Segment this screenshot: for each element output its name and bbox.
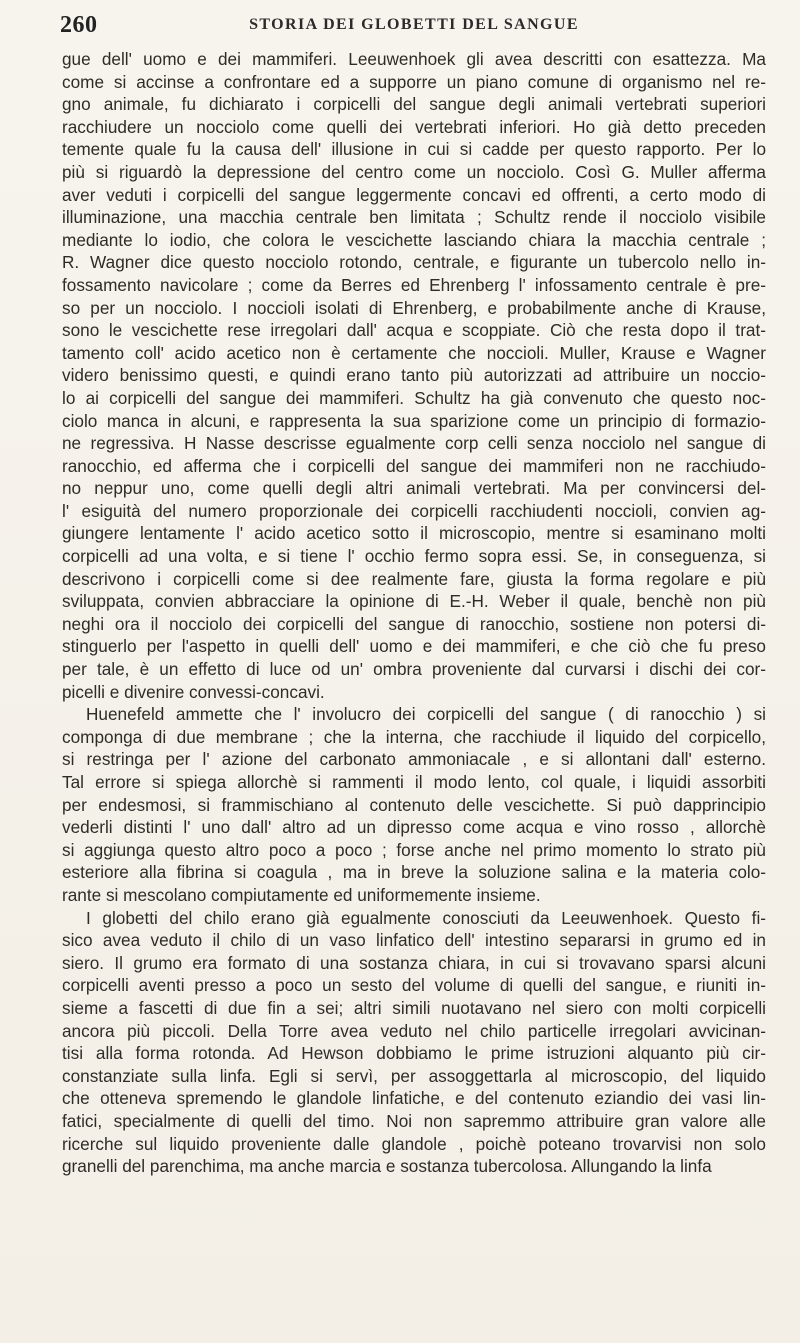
text-line: siero. Il grumo era formato di una sostanza chiara, in cui si trovavano sparsi alcuni	[62, 952, 766, 973]
text-line: racchiudere un nocciolo come quelli dei vertebrati inferiori. Ho già detto preceden	[62, 116, 766, 137]
text-line: ancora più piccoli. Della Torre avea veduto nel chilo particelle irregolari avvicinan-	[62, 1020, 766, 1041]
text-line: stinguerlo per l'aspetto in quelli dell' uomo e dei mammiferi, e che ciò che fu preso	[62, 636, 766, 657]
text-line: per endesmosi, si frammischiano al contenuto delle vescichette. Si può dapprincipio	[62, 794, 766, 815]
text-line: giungere lentamente l' acido acetico sotto il microscopio, mentre si esaminano molti	[62, 523, 766, 544]
text-line: per tale, è un effetto di luce od un' ombra proveniente dal curvarsi i dischi dei cor-	[62, 659, 766, 680]
text-line: si restringa per l' azione del carbonato ammoniacale , e si allontani dall' esterno.	[62, 749, 766, 770]
text-line: sieme a fascetti di due fin a sei; altri simili nuotavano nel siero con molti corpicelli	[62, 997, 766, 1018]
text-line: più si riguardò la depressione del centro come un nocciolo. Così G. Muller afferma	[62, 161, 766, 182]
text-line: videro benissimo questi, e quindi erano tanto più autorizzati ad attribuire un noccio-	[62, 365, 766, 386]
text-line: fatici, specialmente di quelli del timo. Noi non sapremmo attribuire gran valore alle	[62, 1110, 766, 1131]
text-line: tamento coll' acido acetico non è certamente che noccioli. Muller, Krause e Wagner	[62, 342, 766, 363]
text-line: descrivono i corpicelli come si dee realmente fare, giusta la forma regolare e più	[62, 568, 766, 589]
text-line: illuminazione, una macchia centrale ben limitata ; Schultz rende il nocciolo visibile	[62, 207, 766, 228]
text-line: sico avea veduto il chilo di un vaso linfatico dell' intestino separarsi in grumo ed in	[62, 930, 766, 951]
text-line: ricerche sul liquido proveniente dalle glandole , poichè poteano trovarvisi non solo	[62, 1133, 766, 1154]
text-line: Tal errore si spiega allorchè si rammenti il modo lento, col quale, i liquidi assorbiti	[62, 772, 766, 792]
text-line: mediante lo iodio, che colora le vescichette lasciando chiara la macchia centrale ;	[62, 229, 766, 250]
text-line: sono le vescichette rese irregolari dall' acqua e scoppiate. Ciò che resta dopo il trat-	[62, 320, 766, 341]
text-line: l' esiguità del numero proporzionale dei corpicelli racchiudenti noccioli, convien ag-	[62, 500, 766, 521]
text-line: tisi alla forma rotonda. Ad Hewson dobbiamo le prime istruzioni alquanto più cir-	[62, 1043, 766, 1064]
text-line: aver veduti i corpicelli del sangue leggermente concavi ed offrenti, a certo modo di	[62, 184, 766, 205]
text-line: che otteneva spremendo le glandole linfatiche, e del contenuto eziandio dei vasi lin-	[62, 1088, 766, 1109]
text-line: gno animale, fu dichiarato i corpicelli del sangue degli animali vertebrati superiori	[62, 94, 766, 115]
text-line: si aggiunga questo altro poco a poco ; forse anche nel primo momento lo strato più	[62, 839, 766, 860]
text-line: componga di due membrane ; che la interna, che racchiude il liquido del corpicello,	[62, 726, 766, 747]
text-line: no neppur uno, come quelli degli altri animali vertebrati. Ma per convincersi del-	[62, 478, 766, 499]
text-line: neghi ora il nocciolo dei corpicelli del sangue di ranocchio, sostiene non potersi di-	[62, 613, 766, 634]
text-line: come si accinse a confrontare ed a supporre un piano comune di organismo nel re-	[62, 71, 766, 92]
text-line: R. Wagner dice questo nocciolo rotondo, centrale, e figurante un tubercolo nello in-	[62, 252, 766, 273]
paragraph-start-line: Huenefeld ammette che l' involucro dei corpicelli del sangue ( di ranocchio ) si	[86, 704, 766, 725]
text-line: vederli distinti l' uno dall' altro ad un dipresso come acqua e vino rosso , allorchè	[62, 817, 766, 838]
text-line: corpicelli aventi presso a poco un sesto del volume di quelli del sangue, e riuniti in-	[62, 975, 766, 996]
page-number: 260	[60, 12, 98, 38]
text-line: sviluppata, convien abbracciare la opinione di E.-H. Weber il quale, benchè non più	[62, 591, 766, 612]
text-line: ranocchio, ed afferma che i corpicelli del sangue dei mammiferi non ne racchiudo-	[62, 455, 766, 476]
paragraph-start-line: I globetti del chilo erano già egualmente conosciuti da Leeuwenhoek. Questo fi-	[86, 907, 766, 928]
body-text	[62, 48, 766, 1178]
text-line: gue dell' uomo e dei mammiferi. Leeuwenhoek gli avea descritti con esattezza. Ma	[62, 49, 766, 69]
text-line: so per un nocciolo. I noccioli isolati di Ehrenberg, e probabilmente anche di Krause,	[62, 297, 766, 318]
page-header	[60, 12, 760, 44]
text-line: corpicelli ad una volta, e si tiene l' occhio fermo sopra essi. Se, in conseguenza, si	[62, 546, 766, 567]
text-line: ciolo manca in alcuni, e rappresenta la sua sparizione come un principio di formazio-	[62, 410, 766, 431]
text-line: esteriore alla fibrina si coagula , ma in breve la soluzione salina e la materia colo-	[62, 862, 766, 883]
running-title: STORIA DEI GLOBETTI DEL SANGUE	[249, 16, 579, 33]
paragraph-end-line: rante si mescolano compiutamente ed uniformemente insieme.	[62, 884, 541, 905]
text-line: granelli del parenchima, ma anche marcia e sostanza tubercolosa. Allungando la linfa	[62, 1156, 712, 1177]
text-line: temente quale fu la causa dell' illusione in cui si cadde per questo rapporto. Per lo	[62, 139, 766, 160]
text-line: fossamento navicolare ; come da Berres ed Ehrenberg l' infossamento centrale è pre-	[62, 274, 766, 295]
paragraph-end-line: picelli e divenire convessi-concavi.	[62, 681, 325, 702]
text-line: ne regressiva. H Nasse descrisse egualmente corp celli senza nocciolo nel sangue di	[62, 433, 766, 454]
text-line: constanziate sulla linfa. Egli si servì, per assoggettarla al microscopio, del liquido	[62, 1065, 766, 1086]
text-line: lo ai corpicelli del sangue dei mammiferi. Schultz ha già convenuto che questo noc-	[62, 387, 766, 408]
